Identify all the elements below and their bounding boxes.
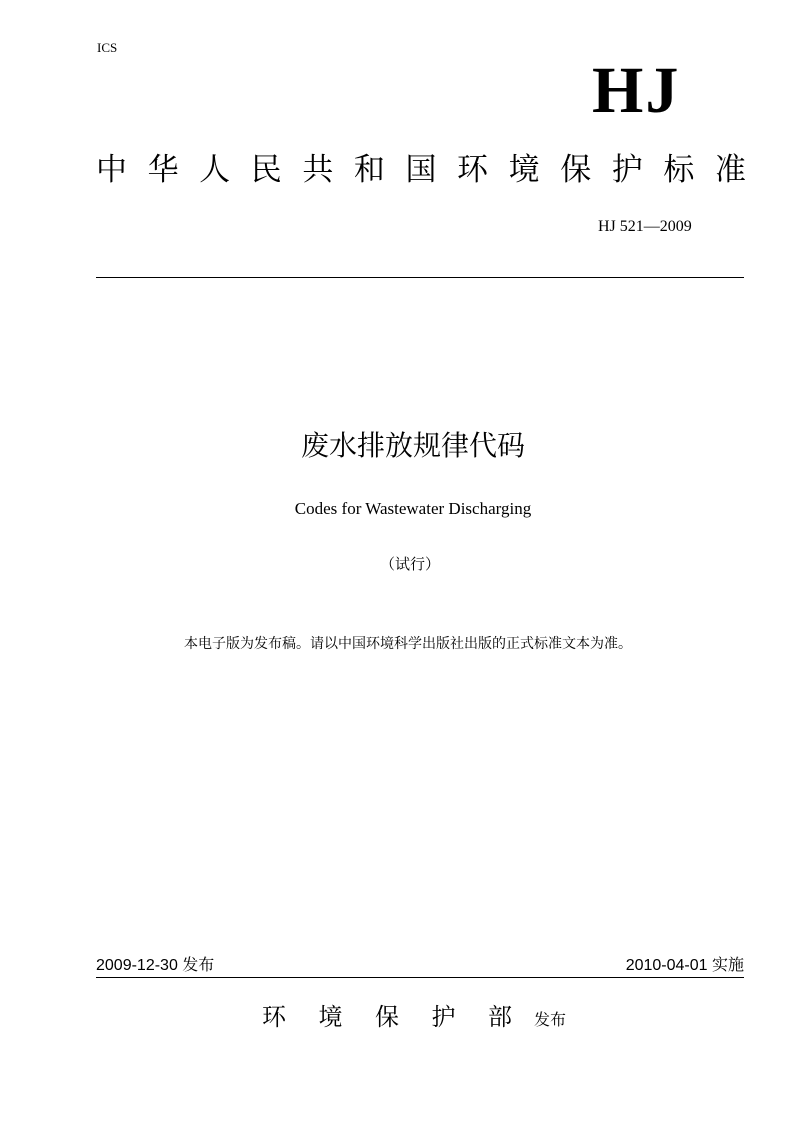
issue-date: 2009-12-30 发布	[96, 957, 215, 974]
bottom-divider	[96, 977, 744, 978]
publisher-char: 保	[375, 1003, 399, 1031]
document-title-english: Codes for Wastewater Discharging	[294, 499, 532, 518]
org-title-char: 中	[96, 152, 127, 188]
standard-number: HJ 521—2009	[598, 218, 692, 235]
publisher	[262, 1001, 566, 1033]
org-title-char: 华	[147, 152, 179, 188]
org-title-char: 准	[714, 152, 746, 188]
org-title-char: 和	[353, 152, 385, 188]
trial-status: （试行）	[379, 555, 440, 573]
org-title-char: 标	[663, 152, 695, 188]
org-title-char: 境	[508, 152, 540, 188]
org-title-char: 人	[199, 152, 231, 188]
org-title-char: 共	[302, 152, 334, 188]
org-title-char: 护	[611, 152, 643, 188]
publisher-name	[262, 1001, 512, 1033]
org-title	[96, 150, 746, 190]
publication-note: 本电子版为发布稿。请以中国环境科学出版社出版的正式标准文本为准。	[184, 636, 632, 652]
org-title-char: 民	[250, 152, 282, 188]
top-divider	[96, 277, 744, 278]
ics-label: ICS	[97, 40, 118, 55]
effective-date: 2010-04-01 实施	[625, 957, 744, 974]
publisher-char: 部	[488, 1003, 512, 1031]
hj-logo: HJ	[592, 54, 681, 127]
org-title-char: 保	[560, 152, 592, 188]
publisher-char: 护	[431, 1003, 456, 1031]
org-title-char: 国	[405, 152, 437, 188]
publisher-suffix: 发布	[534, 1010, 567, 1029]
publisher-char: 环	[262, 1003, 286, 1031]
document-title-chinese: 废水排放规律代码	[300, 429, 525, 462]
publisher-char: 境	[318, 1003, 343, 1031]
org-title-char: 环	[457, 152, 489, 188]
